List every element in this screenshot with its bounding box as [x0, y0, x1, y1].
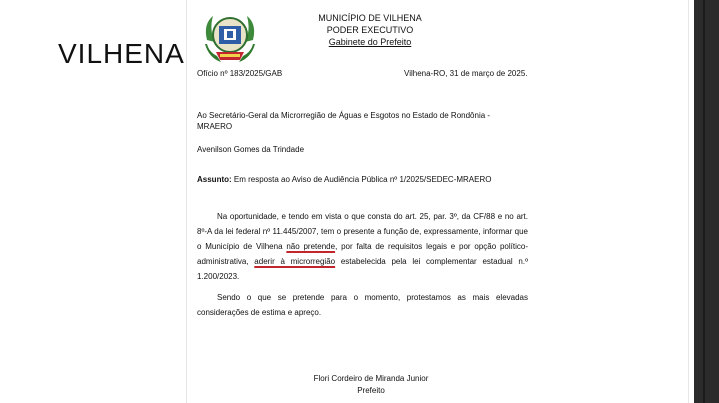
header-office: Gabinete do Prefeito: [328, 37, 412, 47]
addressee: Ao Secretário-Geral da Microrregião de Águas e Esgotos no Estado de Rondônia - MRAERO: [197, 111, 491, 131]
subject-text: Em resposta ao Aviso de Audiência Pública nº 1/2025/SEDEC-MRAERO: [231, 175, 492, 184]
brand-title: VILHENA: [58, 38, 185, 69]
header-municipality: MUNICÍPIO DE VILHENA: [318, 13, 422, 23]
paragraph-1: [197, 209, 528, 284]
paragraph-1-part-a: Na oportunidade, e tendo em vista o que consta do art. 25, par. 3º, da CF/88 e no art. 8º-A da lei federal nº 11.445/2007, tem o presente a função de, expressamente, informar que o Município de Vilhena: [197, 212, 528, 251]
paragraph-1-part-c: estabelecida pela lei complementar estadual n.º 1.200/2023.: [197, 257, 529, 281]
letterhead: [300, 12, 440, 48]
place-date: Vilhena-RO, 31 de março de 2025.: [404, 69, 528, 78]
subject-label: Assunto:: [197, 175, 232, 184]
coat-of-arms-icon: [199, 10, 261, 68]
highlight-nao-pretende: não pretende: [286, 242, 336, 251]
signer-role: Prefeito: [357, 386, 385, 395]
addressee-name: Avenilson Gomes da Trindade: [197, 145, 305, 154]
window-right-border: [694, 0, 719, 403]
signer-name: Flori Cordeiro de Miranda Junior: [313, 374, 429, 383]
page-right-edge: [688, 0, 689, 403]
paragraph-1-part-b: , por falta de requisitos legais e por opção político-administrativa,: [197, 242, 528, 266]
highlight-aderir: aderir à microrregião: [254, 257, 336, 266]
subject: [197, 174, 491, 185]
header-power: PODER EXECUTIVO: [326, 25, 414, 35]
paragraph-2: Sendo o que se pretende para o momento, protestamos as mais elevadas considerações de estima e apreço.: [197, 293, 528, 317]
page-left-edge: [186, 0, 187, 403]
document-reference: Ofício nº 183/2025/GAB: [197, 69, 283, 78]
